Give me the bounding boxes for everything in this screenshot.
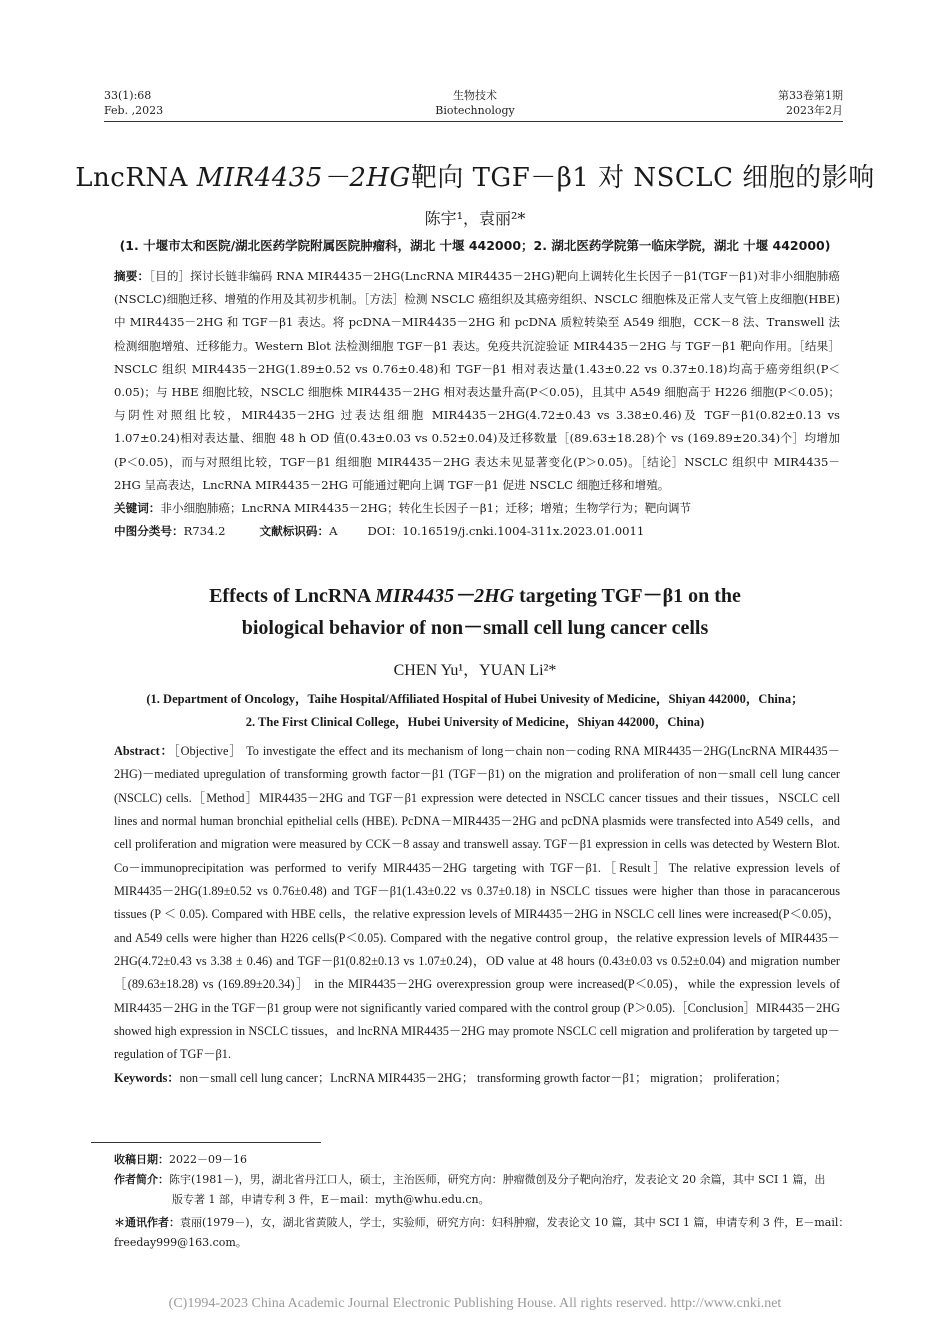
affiliation-en-line1: (1. Department of Oncology，Taihe Hospital/Affiliated Hospital of Hubei Univesity of Medicine，Shiyan 442000，China； bbox=[146, 692, 804, 706]
affiliation-en-line2: 2. The First Clinical College，Hubei University of Medicine，Shiyan 442000，China) bbox=[245, 715, 705, 729]
keywords-cn-text: 非小细胞肺癌；LncRNA MIR4435－2HG；转化生长因子－β1；迁移；增殖；生物学行为；靶向调节 bbox=[160, 501, 692, 516]
abstract-cn-text: ［目的］探讨长链非编码 RNA MIR4435－2HG(LncRNA MIR4435－2HG)靶向上调转化生长因子－β1(TGF－β1)对非小细胞肺癌(NSCLC)细胞迁移、增殖的作用及其初步机制。［方法］检测 NSCLC 癌组织及其癌旁组织、NSCLC 细胞株及正常人支气管上皮细胞(HBE)中 MIR4435－2HG 和 TGF－β1 表达。将 pcDNA－MIR4435－2HG 和 pcDNA 质粒转染至 A549 细胞，CCK－8 法、Transwell 法检测细胞增殖、迁移能力。Western Blot 法检测细胞 TGF－β1 表达。免疫共沉淀验证 MIR4435－2HG 与 TGF－β1 靶向作用。［结果］NSCLC 组织 MIR4435－2HG(1.89±0.52 vs 0.76±0.48)和 TGF－β1 相对表达量(1.43±0.22 vs 0.37±0.18)均高于癌旁组织(P＜0.05)；与 HBE 细胞比较，NSCLC 细胞株 MIR4435－2HG 相对表达量升高(P＜0.05)，且其中 A549 细胞高于 H226 细胞(P＜0.05)；与阴性对照组比较，MIR4435－2HG 过表达组细胞 MIR4435－2HG(4.72±0.43 vs 3.38±0.46)及 TGF－β1(0.82±0.13 vs 1.07±0.24)相对表达量、细胞 48 h OD 值(0.43±0.03 vs 0.52±0.04)及迁移数量［(89.63±18.28)个 vs (169.89±20.34)个］均增加(P＜0.05)，而与对照组比较，TGF－β1 组细胞 MIR4435－2HG 表达未见显著变化(P＞0.05)。［结论］NSCLC 组织中 MIR4435－2HG 呈高表达，LncRNA MIR4435－2HG 可能通过靶向上调 TGF－β1 促进 NSCLC 细胞迁移和增殖。 bbox=[114, 269, 840, 492]
footnotes bbox=[114, 1150, 854, 1253]
header-center bbox=[375, 88, 575, 118]
footnote-rule bbox=[91, 1142, 321, 1143]
author-bio-label: 作者简介： bbox=[114, 1173, 169, 1186]
corresponding-label: ＊通讯作者： bbox=[114, 1216, 180, 1229]
doi: DOI：10.16519/j.cnki.1004-311x.2023.01.0011 bbox=[367, 524, 645, 539]
title-en-prefix: Effects of LncRNA bbox=[209, 585, 376, 607]
header-rule bbox=[104, 121, 843, 122]
issue-date-en: Feb. ,2023 bbox=[104, 104, 164, 117]
author-bio-cont: 版专著 1 部，申请专利 3 件，E－mail：myth@whu.edu.cn。 bbox=[172, 1193, 490, 1206]
abstract-cn bbox=[114, 265, 840, 497]
abstract-cn-block bbox=[114, 265, 840, 543]
abstract-en-block bbox=[114, 740, 840, 1090]
abstract-cn-label: 摘要： bbox=[114, 269, 150, 283]
corresponding-cont: freeday999@163.com。 bbox=[114, 1236, 247, 1249]
title-en-line2: biological behavior of non－small cell lung cancer cells bbox=[241, 617, 709, 639]
affiliation-cn: (1. 十堰市太和医院/湖北医药学院附属医院肿瘤科，湖北 十堰 442000；2. 湖北医药学院第一临床学院，湖北 十堰 442000) bbox=[119, 238, 831, 253]
volume-cn: 第33卷第1期 bbox=[778, 89, 843, 102]
header-right bbox=[778, 88, 843, 118]
abstract-en bbox=[114, 740, 840, 1067]
title-en-line1 bbox=[60, 580, 890, 612]
corresponding-line1: 袁丽(1979－)，女，湖北省黄陂人，学士，实验师，研究方向：妇科肿瘤，发表论文 10 篇，其中 SCI 1 篇，申请专利 3 件，E－mail： bbox=[180, 1216, 850, 1229]
authors-en: CHEN Yu¹，YUAN Li²* bbox=[393, 662, 557, 679]
title-en-gene: MIR4435－2HG bbox=[375, 585, 515, 607]
doc-code-value: A bbox=[329, 524, 338, 539]
title-cn-gene: MIR4435－2HG bbox=[196, 163, 411, 193]
received-date bbox=[114, 1150, 854, 1170]
title-cn-prefix: LncRNA bbox=[75, 163, 197, 193]
header-left bbox=[104, 88, 163, 118]
author-bio-line1: 陈宇(1981－)，男，湖北省丹江口人，硕士，主治医师，研究方向：肿瘤微创及分子靶向治疗，发表论文 20 余篇，其中 SCI 1 篇，出 bbox=[169, 1173, 826, 1186]
doc-code-label: 文献标识码： bbox=[259, 524, 330, 539]
abstract-en-label: Abstract： bbox=[114, 744, 174, 758]
issue-number: 33(1):68 bbox=[104, 89, 152, 102]
keywords-en-label: Keywords： bbox=[114, 1070, 180, 1085]
clc-value: R734.2 bbox=[183, 524, 226, 539]
journal-name-en: Biotechnology bbox=[435, 104, 515, 117]
classification-line bbox=[114, 520, 840, 543]
keywords-cn-label: 关键词： bbox=[114, 501, 161, 516]
keywords-en-text: non－small cell lung cancer；LncRNA MIR4435－2HG； transforming growth factor－β1； migration； proliferation； bbox=[179, 1070, 788, 1085]
title-en bbox=[60, 580, 890, 644]
issue-date-cn: 2023年2月 bbox=[786, 104, 843, 117]
keywords-en bbox=[114, 1067, 840, 1090]
keywords-cn bbox=[114, 497, 840, 520]
copyright-footer: (C)1994-2023 China Academic Journal Electronic Publishing House. All rights reserved. http://www.cnki.net bbox=[168, 1296, 782, 1311]
abstract-en-text: ［Objective］ To investigate the effect and its mechanism of long－chain non－coding RNA MIR4435－2HG(LncRNA MIR4435－2HG)－mediated upregulation of transforming growth factor－β1 (TGF－β1) on the migration and proliferation of non－small cell lung cancer (NSCLC) cells.［Method］MIR4435－2HG and TGF－β1 expression were detected in NSCLC cancer tissues and their tissues，NSCLC cell lines and normal human bronchial epithelial cells (HBE). PcDNA－MIR4435－2HG and pcDNA plasmids were transfected into A549 cells，and cell proliferation and migration were measured by CCK－8 assay and transwell assay. TGF－β1 expression in cells was detected by Western Blot. Co－immunoprecipitation was performed to verify MIR4435－2HG targeting with TGF－β1.［Result］The relative expression levels of MIR4435－2HG(1.89±0.52 vs 0.76±0.48) and TGF－β1(1.43±0.22 vs 0.37±0.18) in NSCLC tissues were higher than those in paracancerous tissues (P ＜ 0.05). Compared with HBE cells，the relative expression levels of MIR4435－2HG in NSCLC cell lines were increased(P＜0.05)，and A549 cells were higher than H226 cells(P＜0.05). Compared with the negative control group，the relative expression levels of MIR4435－2HG(4.72±0.43 vs 3.38 ± 0.46) and TGF－β1(0.82±0.13 vs 1.07±0.24)，OD value at 48 hours (0.43±0.03 vs 0.52±0.04) and migration number［(89.63±18.28) vs (169.89±20.34)］ in the MIR4435－2HG overexpression group were increased(P＜0.05)，while the expression levels of MIR4435－2HG in the TGF－β1 group were not significantly varied compared with the control group (P＞0.05).［Conclusion］MIR4435－2HG showed high expression in NSCLC tissues，and lncRNA MIR4435－2HG may promote NSCLC cell migration and proliferation by targeted up－regulation of TGF－β1. bbox=[114, 744, 840, 1062]
corresponding-author bbox=[114, 1213, 854, 1233]
title-cn bbox=[40, 157, 910, 194]
received-label: 收稿日期： bbox=[114, 1153, 169, 1166]
author-bio bbox=[114, 1170, 854, 1190]
title-en-suffix: targeting TGF－β1 on the bbox=[514, 585, 741, 607]
title-cn-suffix: 靶向 TGF－β1 对 NSCLC 细胞的影响 bbox=[410, 163, 875, 193]
received-value: 2022－09－16 bbox=[169, 1153, 247, 1166]
clc-label: 中图分类号： bbox=[114, 524, 184, 539]
journal-name-cn: 生物技术 bbox=[453, 89, 497, 102]
authors-cn: 陈宇¹，袁丽²* bbox=[424, 209, 526, 228]
affiliation-en bbox=[60, 688, 890, 734]
